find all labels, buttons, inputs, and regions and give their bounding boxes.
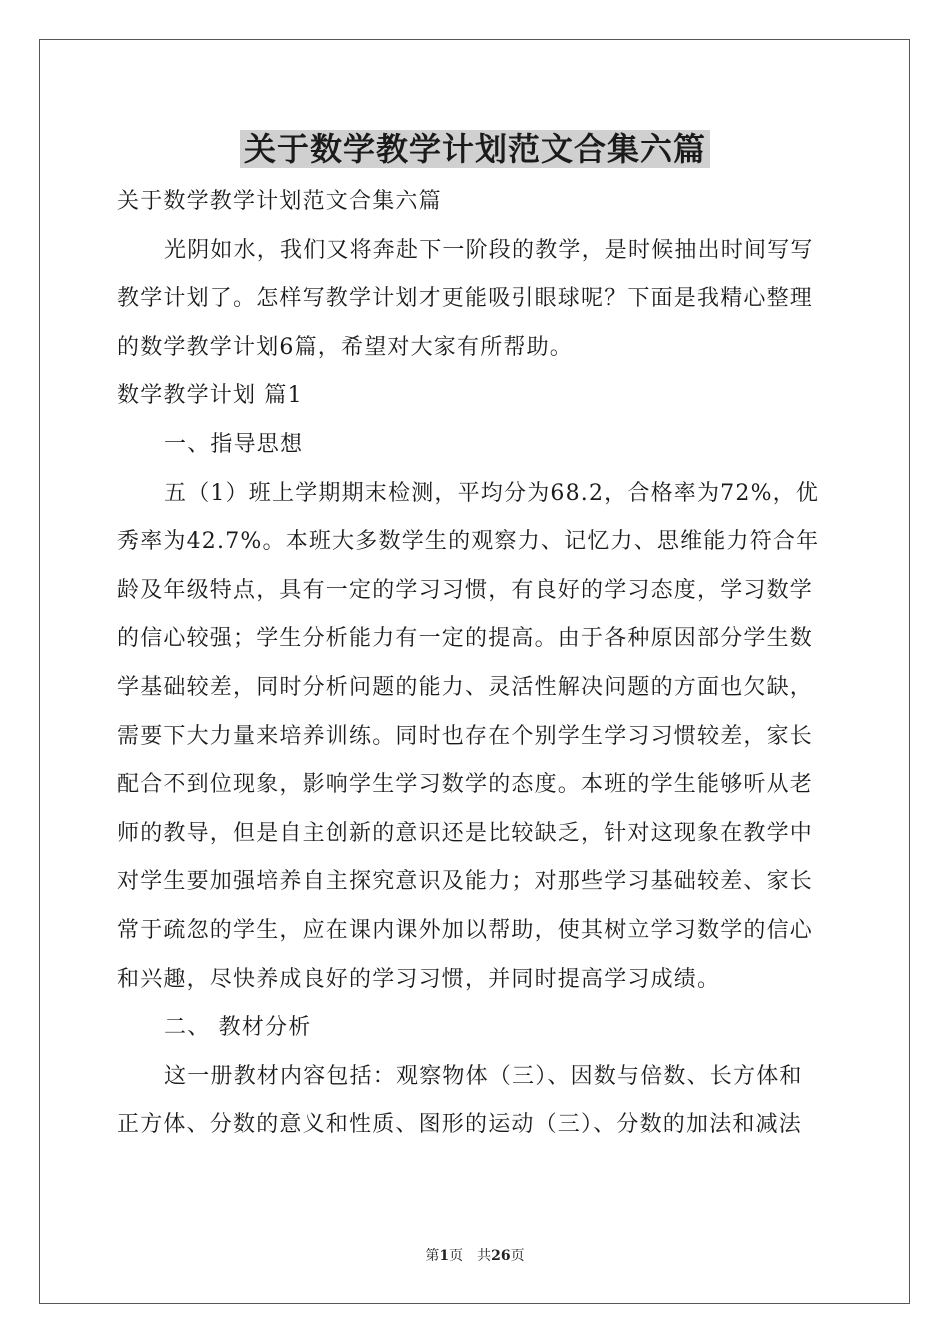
document-title (0, 126, 950, 172)
text-line: 常于疏忽的学生，应在课内课外加以帮助，使其树立学习数学的信心 (117, 917, 814, 943)
text-line: 和兴趣，尽快养成良好的学习习惯，并同时提高学习成绩。 (117, 966, 721, 992)
text-line: 龄及年级特点，具有一定的学习习惯，有良好的学习态度，学习数学 (117, 577, 814, 603)
document-title-text: 关于数学教学计划范文合集六篇 (240, 130, 710, 168)
footer-page-total: 26 (491, 1248, 511, 1264)
text-line: 配合不到位现象，影响学生学习数学的态度。本班的学生能够听从老 (117, 772, 814, 798)
footer-page-prefix: 第 (425, 1248, 440, 1264)
text-line: 教学计划了。怎样写教学计划才更能吸引眼球呢？下面是我精心整理 (117, 286, 814, 312)
text-line: 的数学教学计划6篇，希望对大家有所帮助。 (117, 334, 573, 360)
text-line: 正方体、分数的意义和性质、图形的运动（三）、分数的加法和减法 (117, 1112, 803, 1138)
text-line: 关于数学教学计划范文合集六篇 (117, 189, 442, 214)
text-line: 师的教导，但是自主创新的意识还是比较缺乏，针对这现象在教学中 (117, 820, 814, 846)
text-line: 这一册教材内容包括：观察物体（三）、因数与倍数、长方体和 (164, 1063, 803, 1089)
page-footer (0, 1246, 950, 1266)
text-line: 二、 教材分析 (164, 1015, 312, 1041)
text-line: 需要下大力量来培养训练。同时也存在个别学生学习习惯较差，家长 (117, 723, 814, 749)
text-line: 一、指导思想 (164, 431, 304, 457)
document-body (117, 178, 837, 1150)
footer-page-mid: 页 共 (449, 1248, 492, 1264)
text-line: 光阴如水，我们又将奔赴下一阶段的教学，是时候抽出时间写写 (164, 237, 814, 263)
text-line: 数学教学计划 篇1 (117, 383, 303, 409)
text-line: 秀率为42.7%。本班大多数学生的观察力、记忆力、思维能力符合年 (117, 529, 820, 555)
text-line: 五（1）班上学期期末检测，平均分为68.2，合格率为72%，优 (164, 480, 820, 506)
text-line: 的信心较强；学生分析能力有一定的提高。由于各种原因部分学生数 (117, 626, 814, 652)
footer-page-suffix: 页 (510, 1248, 525, 1264)
footer-page-current: 1 (439, 1248, 450, 1264)
text-line: 对学生要加强培养自主探究意识及能力；对那些学习基础较差、家长 (117, 869, 814, 895)
text-line: 学基础较差，同时分析问题的能力、灵活性解决问题的方面也欠缺， (117, 674, 814, 700)
